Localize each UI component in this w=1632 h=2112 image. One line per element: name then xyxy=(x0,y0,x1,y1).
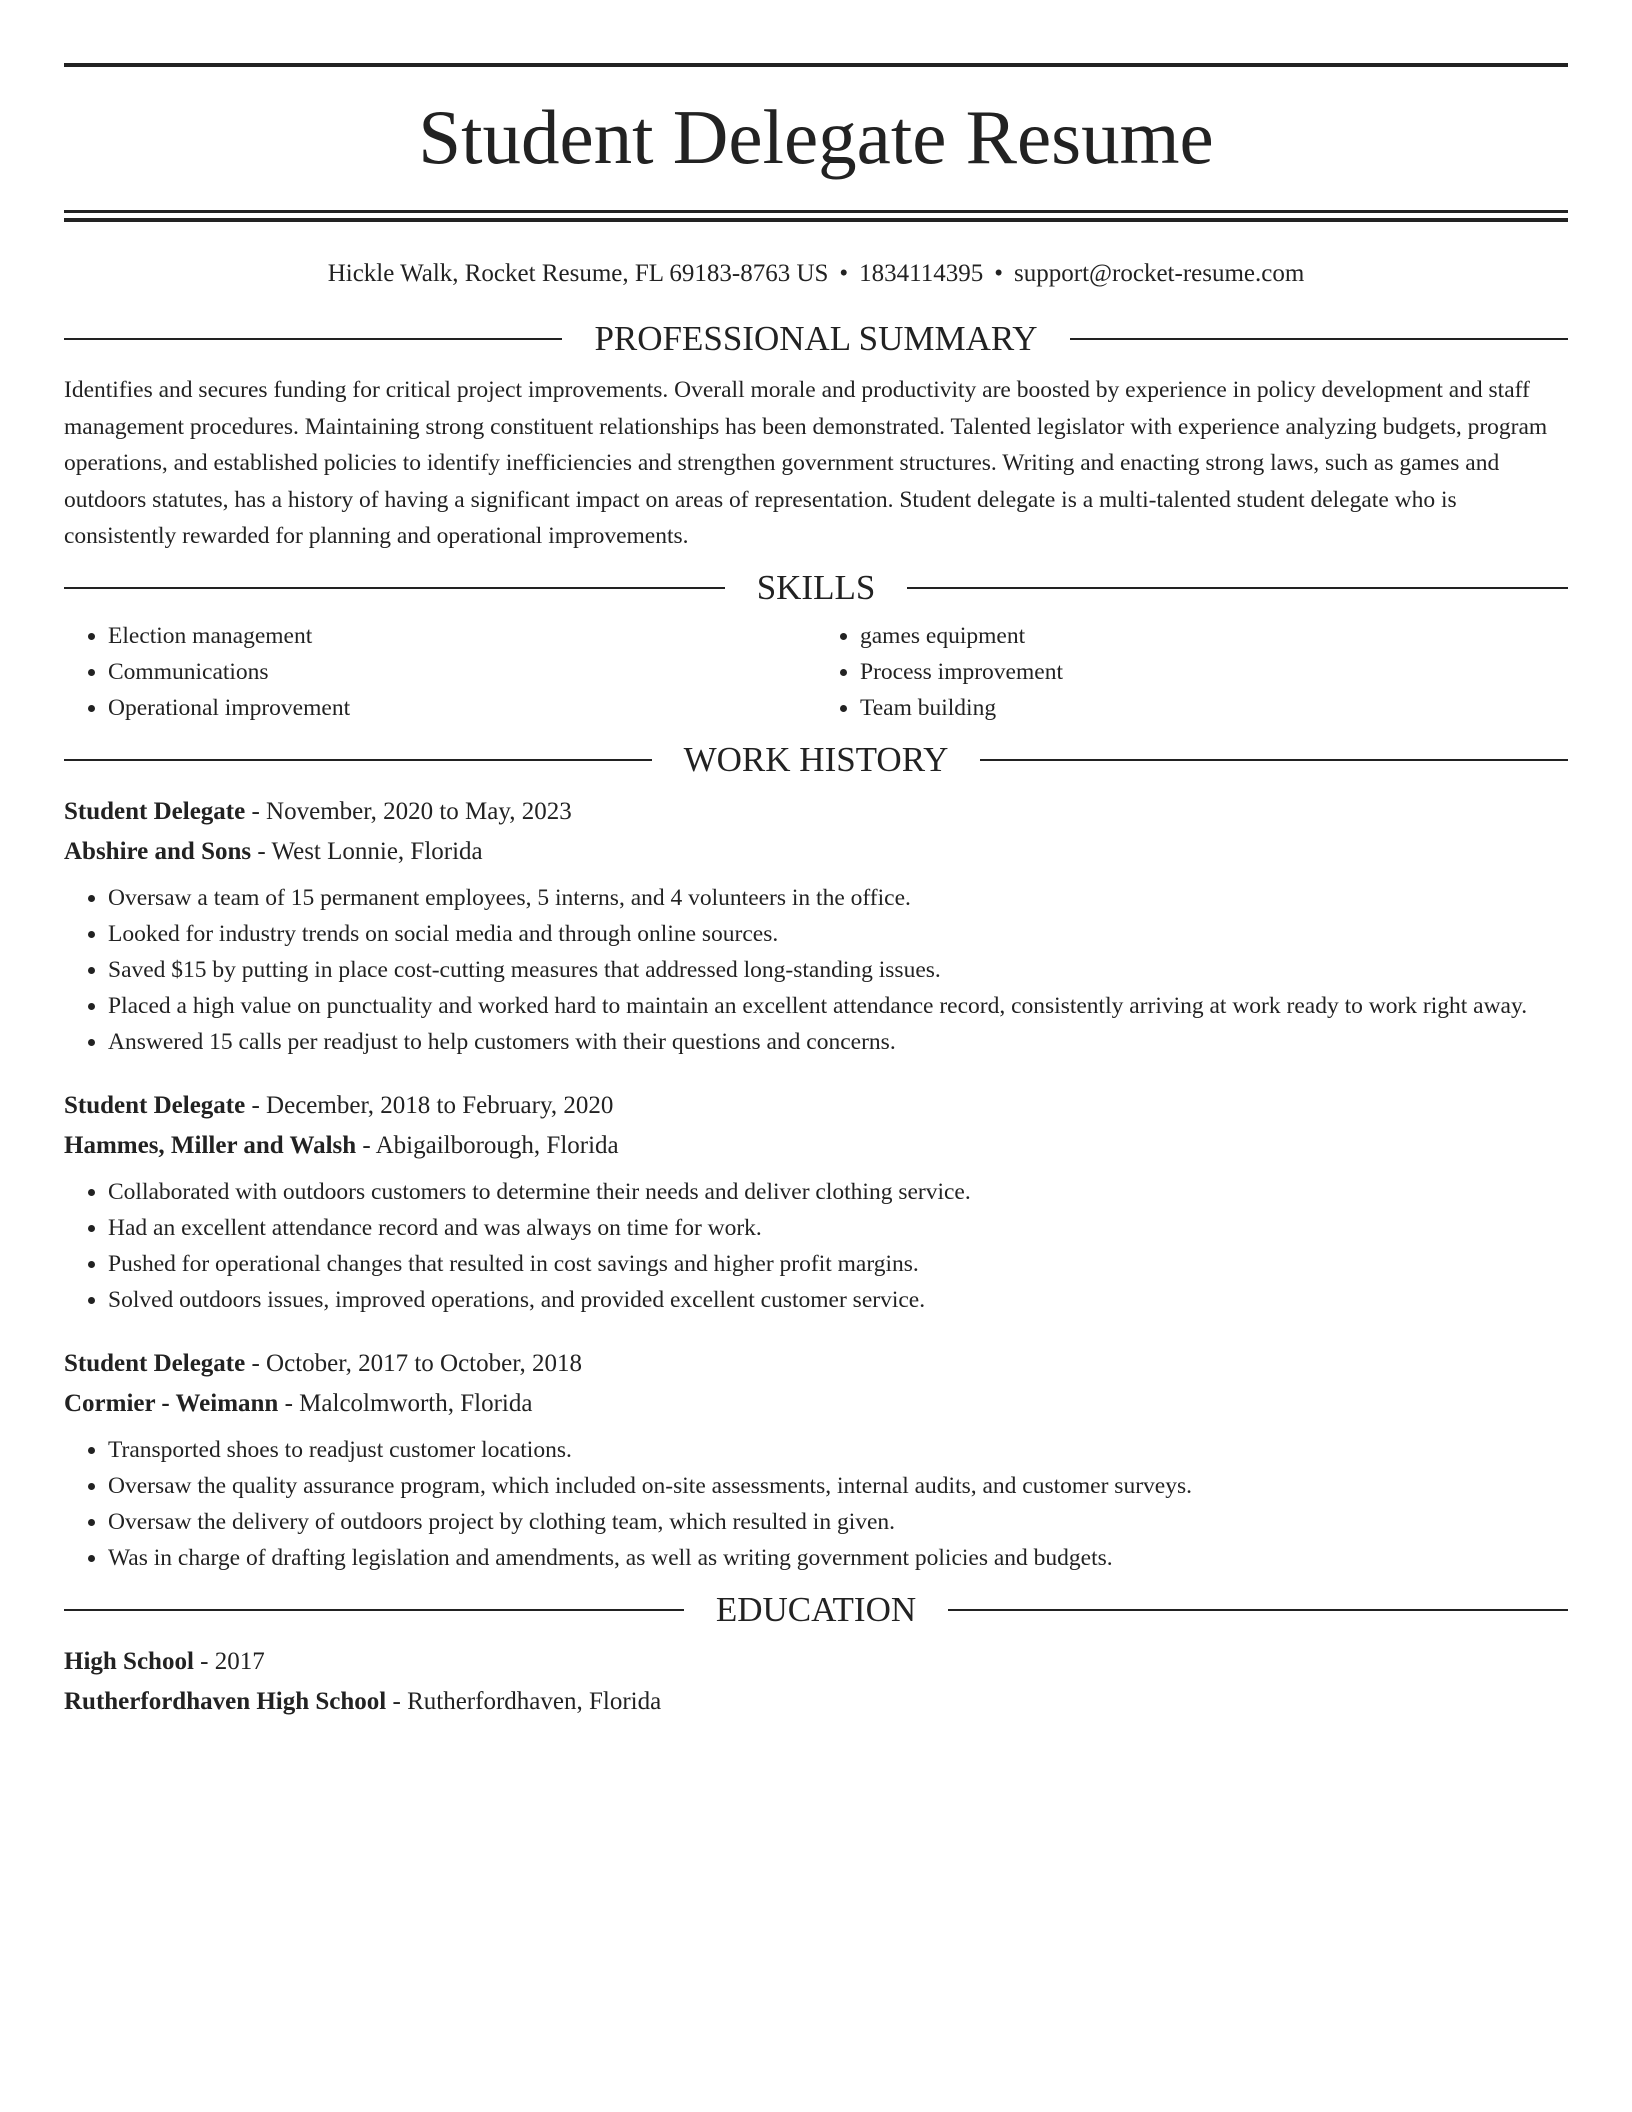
skills-list xyxy=(64,618,1568,726)
job-bullets xyxy=(64,1432,1568,1576)
contact-address: Hickle Walk, Rocket Resume, FL 69183-8763 US xyxy=(327,260,829,287)
job-company-line xyxy=(64,1126,1568,1166)
contact-email: support@rocket-resume.com xyxy=(1014,260,1305,287)
job-company: Hammes, Miller and Walsh xyxy=(64,1131,357,1159)
skills-column-right xyxy=(816,618,1568,726)
job-location: - West Lonnie, Florida xyxy=(251,837,483,865)
top-rule xyxy=(64,63,1568,67)
job-bullet: • Had an excellent attendance record and was always on time for work. xyxy=(108,1210,1568,1246)
education-degree: High School xyxy=(64,1647,194,1675)
section-rule xyxy=(907,587,1568,589)
work-heading: WORK HISTORY xyxy=(683,739,949,779)
contact-phone: 1834114395 xyxy=(859,260,984,287)
job-bullet: • Oversaw the quality assurance program, which included on-site assessments, internal audits, and customer surveys. xyxy=(108,1468,1568,1504)
resume-title: Student Delegate Resume xyxy=(418,94,1214,180)
education-entry xyxy=(64,1642,1568,1722)
skill-item: • Election management xyxy=(108,618,816,654)
education-heading: EDUCATION xyxy=(715,1589,917,1629)
skills-heading: SKILLS xyxy=(756,567,876,607)
contact-line xyxy=(64,259,1568,289)
section-rule xyxy=(980,759,1568,761)
job-location: - Abigailborough, Florida xyxy=(356,1131,619,1159)
summary-heading: PROFESSIONAL SUMMARY xyxy=(594,319,1038,358)
job-bullet: • Looked for industry trends on social media and through online sources. xyxy=(108,916,1568,952)
skills-column-left xyxy=(64,618,816,726)
job-company: Cormier - Weimann xyxy=(64,1389,279,1417)
section-rule xyxy=(64,338,562,340)
job-company: Abshire and Sons xyxy=(64,837,252,865)
job-bullet: • Placed a high value on punctuality and worked hard to maintain an excellent attendance record, consistently arriving at work ready to work right away. xyxy=(108,988,1568,1024)
job-entry xyxy=(64,1344,1568,1576)
job-bullet: • Collaborated with outdoors customers to determine their needs and deliver clothing service. xyxy=(108,1174,1568,1210)
job-company-line xyxy=(64,1384,1568,1424)
summary-section-header xyxy=(64,319,1568,359)
skill-item: • games equipment xyxy=(860,618,1568,654)
job-bullet: • Oversaw the delivery of outdoors project by clothing team, which resulted in given. xyxy=(108,1504,1568,1540)
job-entry xyxy=(64,792,1568,1060)
job-company-line xyxy=(64,832,1568,872)
section-rule xyxy=(1070,338,1568,340)
job-entry xyxy=(64,1086,1568,1318)
summary-text: Identifies and secures funding for critical project improvements. Overall morale and productivity are boosted by experience in policy development and staff management procedures. Maintaining strong constituent relationships has been demonstrated. Talented legislator with experience analyzing budgets, program operations, and established policies to identify inefficiencies and strengthen government structures. Writing and enacting strong laws, such as games and outdoors statutes, has a history of having a significant impact on areas of representation. Student delegate is a multi-talented student delegate who is consistently rewarded for planning and operational improvements. xyxy=(64,377,1548,549)
job-dates: - November, 2020 to May, 2023 xyxy=(245,797,572,825)
job-bullet: • Solved outdoors issues, improved operations, and provided excellent customer service. xyxy=(108,1282,1568,1318)
section-rule xyxy=(64,759,652,761)
job-title: Student Delegate xyxy=(64,797,246,825)
title-double-rule xyxy=(64,210,1568,222)
job-title-line xyxy=(64,1086,1568,1126)
section-rule xyxy=(64,587,725,589)
job-bullet: • Oversaw a team of 15 permanent employees, 5 interns, and 4 volunteers in the office. xyxy=(108,880,1568,916)
education-school: Rutherfordhaven High School xyxy=(64,1687,387,1715)
job-bullet: • Answered 15 calls per readjust to help customers with their questions and concerns. xyxy=(108,1024,1568,1060)
job-title-line xyxy=(64,792,1568,832)
job-dates: - December, 2018 to February, 2020 xyxy=(245,1091,614,1119)
job-bullet: • Saved $15 by putting in place cost-cutting measures that addressed long-standing issues. xyxy=(108,952,1568,988)
job-location: - Malcolmworth, Florida xyxy=(278,1389,533,1417)
work-section-header xyxy=(64,740,1568,780)
education-year: - 2017 xyxy=(193,1647,265,1675)
job-bullets xyxy=(64,880,1568,1060)
job-dates: - October, 2017 to October, 2018 xyxy=(245,1349,583,1377)
contact-separator: • xyxy=(994,260,1004,287)
education-location: - Rutherfordhaven, Florida xyxy=(386,1687,662,1715)
job-title: Student Delegate xyxy=(64,1091,246,1119)
job-bullet: • Pushed for operational changes that resulted in cost savings and higher profit margins. xyxy=(108,1246,1568,1282)
education-school-line xyxy=(64,1682,1568,1722)
section-rule xyxy=(64,1609,684,1611)
job-bullet: • Was in charge of drafting legislation and amendments, as well as writing government policies and budgets. xyxy=(108,1540,1568,1576)
job-title-line xyxy=(64,1344,1568,1384)
skills-section-header xyxy=(64,568,1568,608)
job-title: Student Delegate xyxy=(64,1349,246,1377)
skill-item: • Communications xyxy=(108,654,816,690)
skill-item: • Operational improvement xyxy=(108,690,816,726)
skill-item: • Process improvement xyxy=(860,654,1568,690)
education-section-header xyxy=(64,1590,1568,1630)
education-degree-line xyxy=(64,1642,1568,1682)
job-bullets xyxy=(64,1174,1568,1318)
job-bullet: • Transported shoes to readjust customer locations. xyxy=(108,1432,1568,1468)
contact-separator: • xyxy=(839,260,849,287)
skill-item: • Team building xyxy=(860,690,1568,726)
section-rule xyxy=(948,1609,1568,1611)
